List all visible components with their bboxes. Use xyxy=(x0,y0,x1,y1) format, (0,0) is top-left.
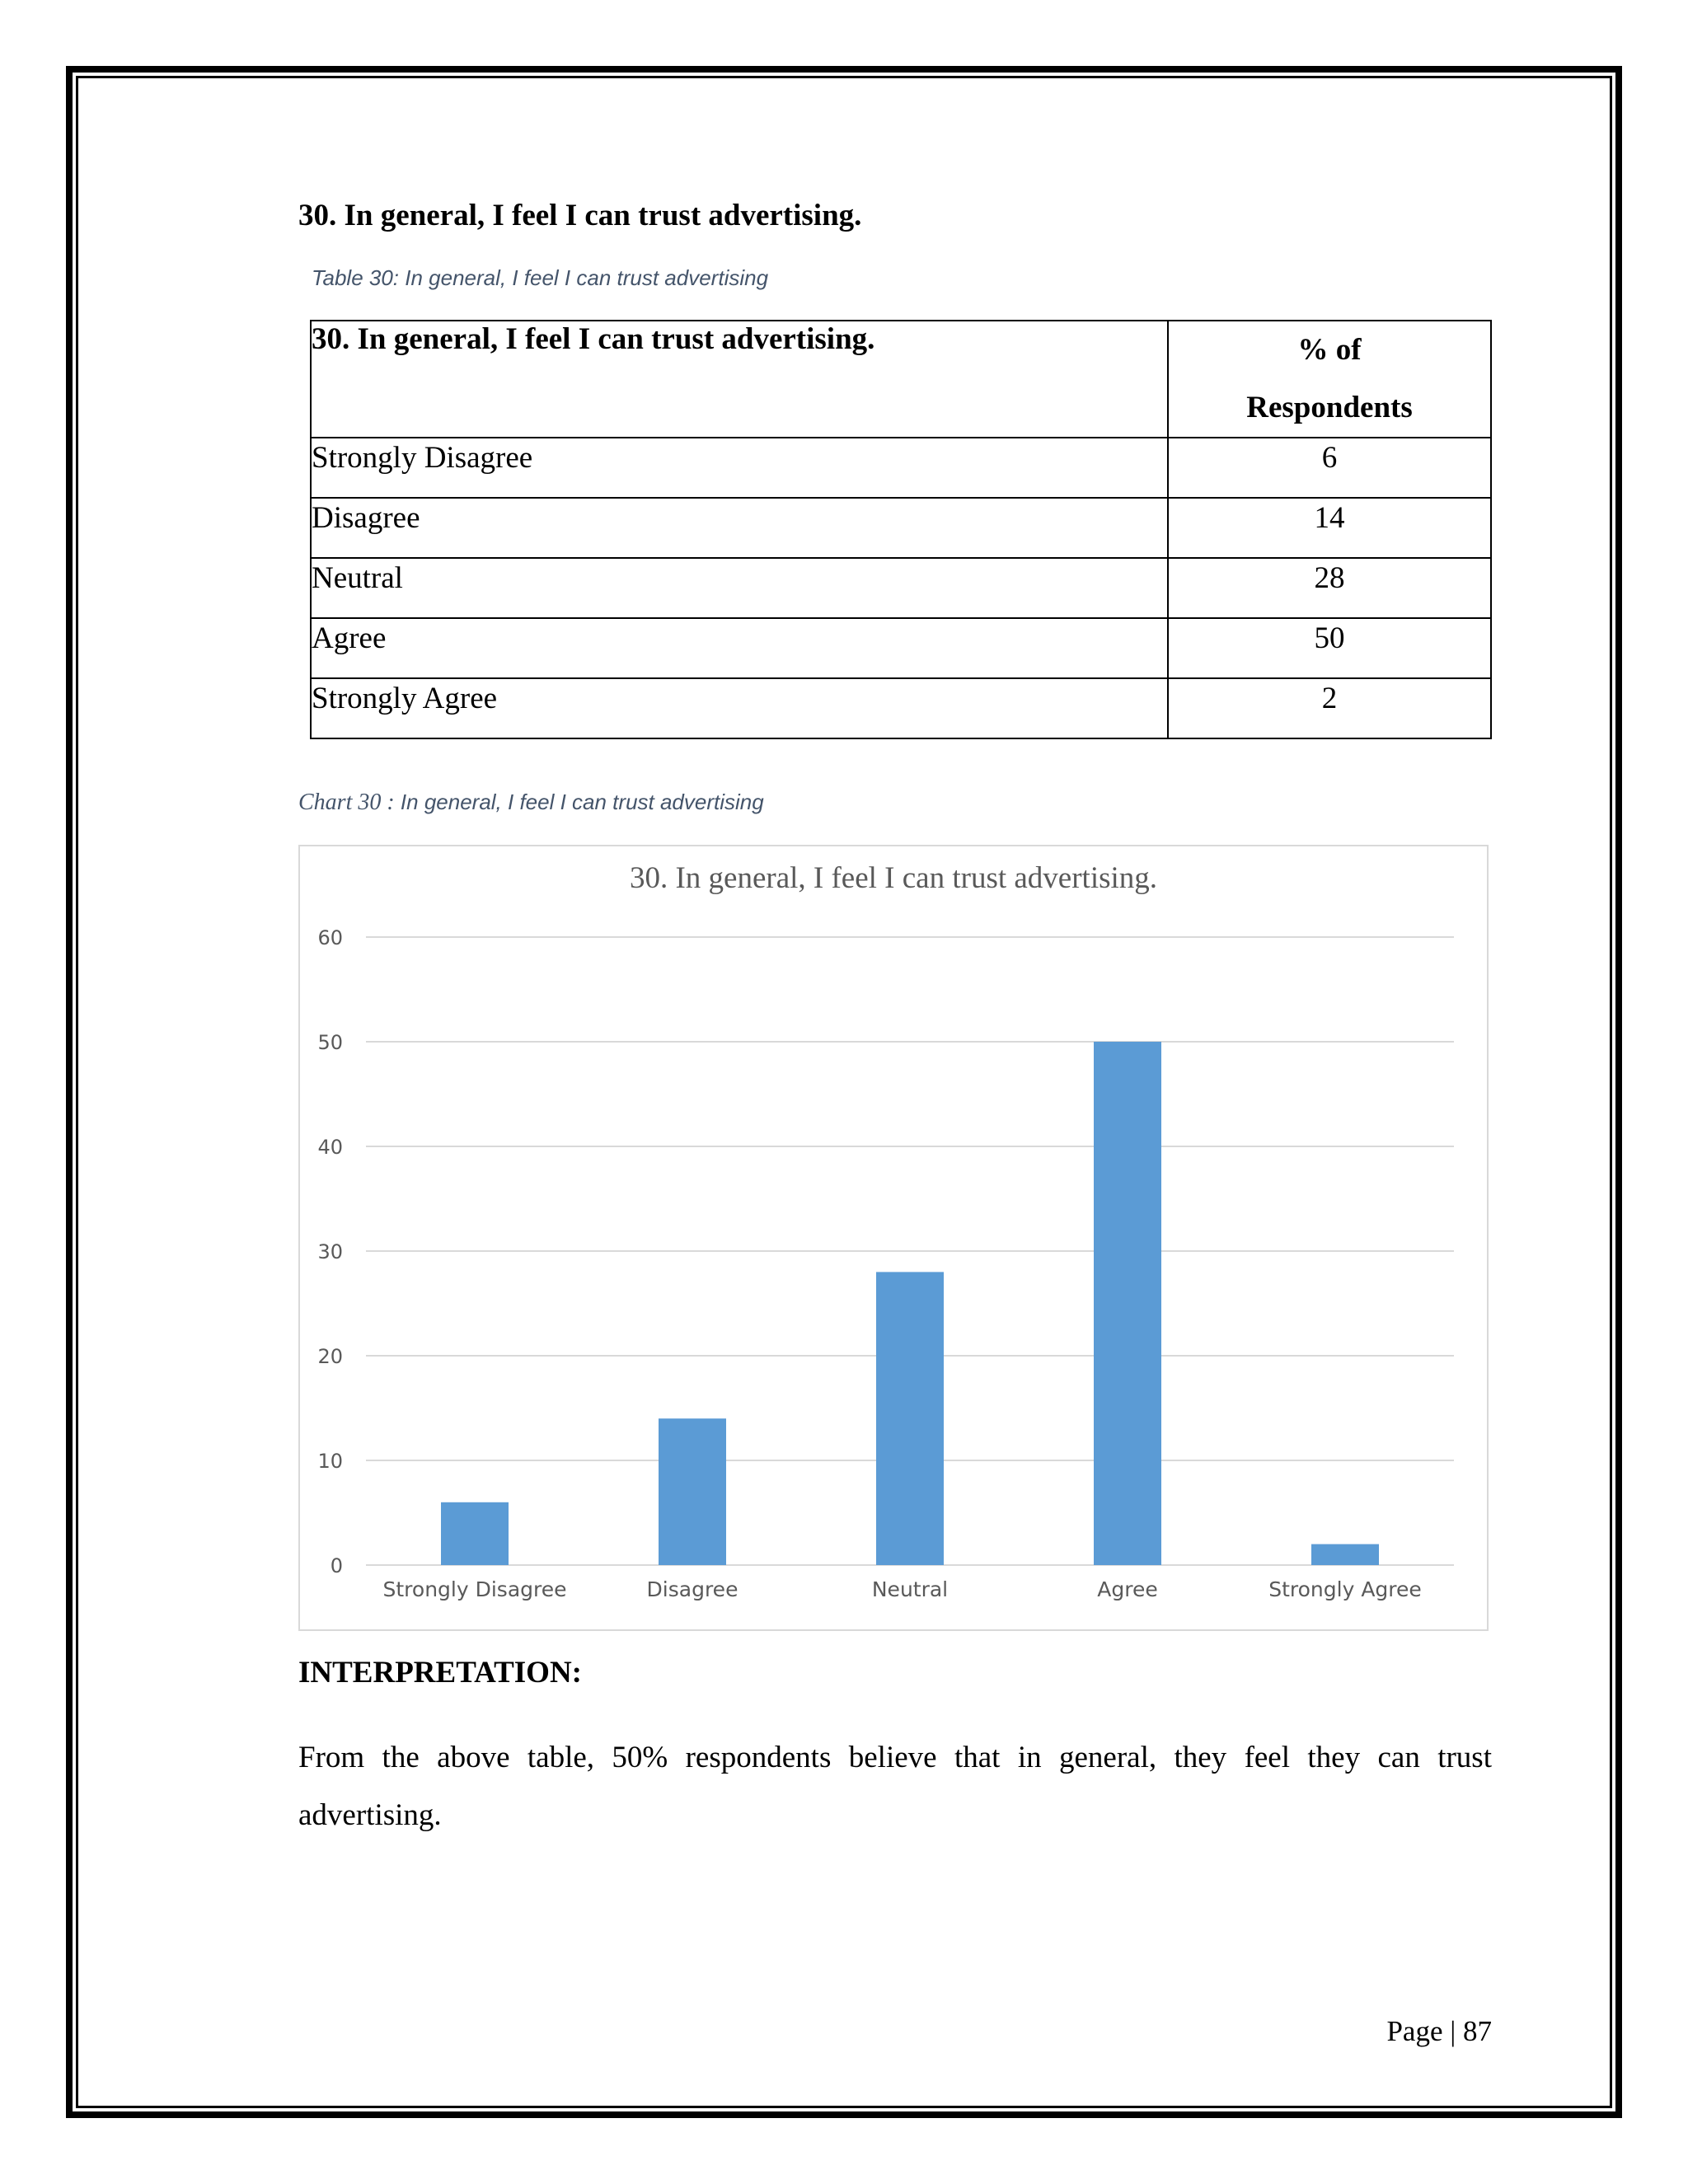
y-tick-label: 10 xyxy=(317,1450,343,1473)
table-cell-label: Agree xyxy=(311,618,1168,678)
x-tick-label: Strongly Agree xyxy=(1268,1577,1422,1601)
page-number: Page | 87 xyxy=(1386,2015,1492,2047)
table-header-percent-line1: % of xyxy=(1297,333,1362,367)
chart-svg xyxy=(300,846,1487,1629)
table-cell-value: 50 xyxy=(1168,618,1491,678)
y-tick-label: 20 xyxy=(317,1345,343,1368)
chart-caption-text: In general, I feel I can trust advertising xyxy=(394,790,764,814)
y-tick-label: 50 xyxy=(317,1031,343,1054)
x-tick-label: Disagree xyxy=(646,1577,738,1601)
table-header-percent xyxy=(1168,321,1491,438)
bar-agree xyxy=(1094,1042,1161,1565)
section-heading: 30. In general, I feel I can trust advertising. xyxy=(298,199,862,232)
x-tick-label: Strongly Disagree xyxy=(382,1577,567,1601)
x-tick-label: Agree xyxy=(1097,1577,1158,1601)
data-table xyxy=(310,320,1492,739)
table-row xyxy=(311,498,1491,558)
y-tick-label: 0 xyxy=(330,1554,343,1577)
table-row xyxy=(311,618,1491,678)
chart-caption xyxy=(298,790,764,816)
table-cell-value: 6 xyxy=(1168,438,1491,498)
table-caption: Table 30: In general, I feel I can trust advertising xyxy=(312,265,769,290)
bar-chart xyxy=(298,845,1489,1631)
table-row xyxy=(311,558,1491,618)
bar-disagree xyxy=(659,1418,726,1565)
chart-y-axis xyxy=(317,926,343,1577)
table-cell-label: Strongly Agree xyxy=(311,678,1168,738)
table-cell-value: 14 xyxy=(1168,498,1491,558)
table-row xyxy=(311,438,1491,498)
table-header-statement: 30. In general, I feel I can trust advertising. xyxy=(311,321,1168,438)
table-cell-label: Strongly Disagree xyxy=(311,438,1168,498)
chart-bars xyxy=(441,1042,1379,1565)
table-cell-value: 28 xyxy=(1168,558,1491,618)
x-tick-label: Neutral xyxy=(871,1577,949,1601)
table-cell-label: Neutral xyxy=(311,558,1168,618)
chart-caption-prefix: Chart 30 : xyxy=(298,790,395,815)
interpretation-text: From the above table, 50% respondents believe that in general, they feel they can trust advertising. xyxy=(298,1741,1492,1832)
interpretation-title: INTERPRETATION: xyxy=(298,1656,583,1690)
bar-strongly-disagree xyxy=(441,1502,509,1565)
bar-neutral xyxy=(876,1272,944,1565)
table-header-row xyxy=(311,321,1491,438)
table-header-percent-line2: Respondents xyxy=(1246,391,1413,424)
bar-strongly-agree xyxy=(1311,1544,1379,1565)
y-tick-label: 30 xyxy=(317,1240,343,1263)
chart-title: 30. In general, I feel I can trust advertising. xyxy=(629,861,1158,895)
table-row xyxy=(311,678,1491,738)
table-cell-label: Disagree xyxy=(311,498,1168,558)
chart-x-axis xyxy=(383,1577,1422,1601)
y-tick-label: 40 xyxy=(317,1136,343,1159)
y-tick-label: 60 xyxy=(317,926,343,949)
table-cell-value: 2 xyxy=(1168,678,1491,738)
